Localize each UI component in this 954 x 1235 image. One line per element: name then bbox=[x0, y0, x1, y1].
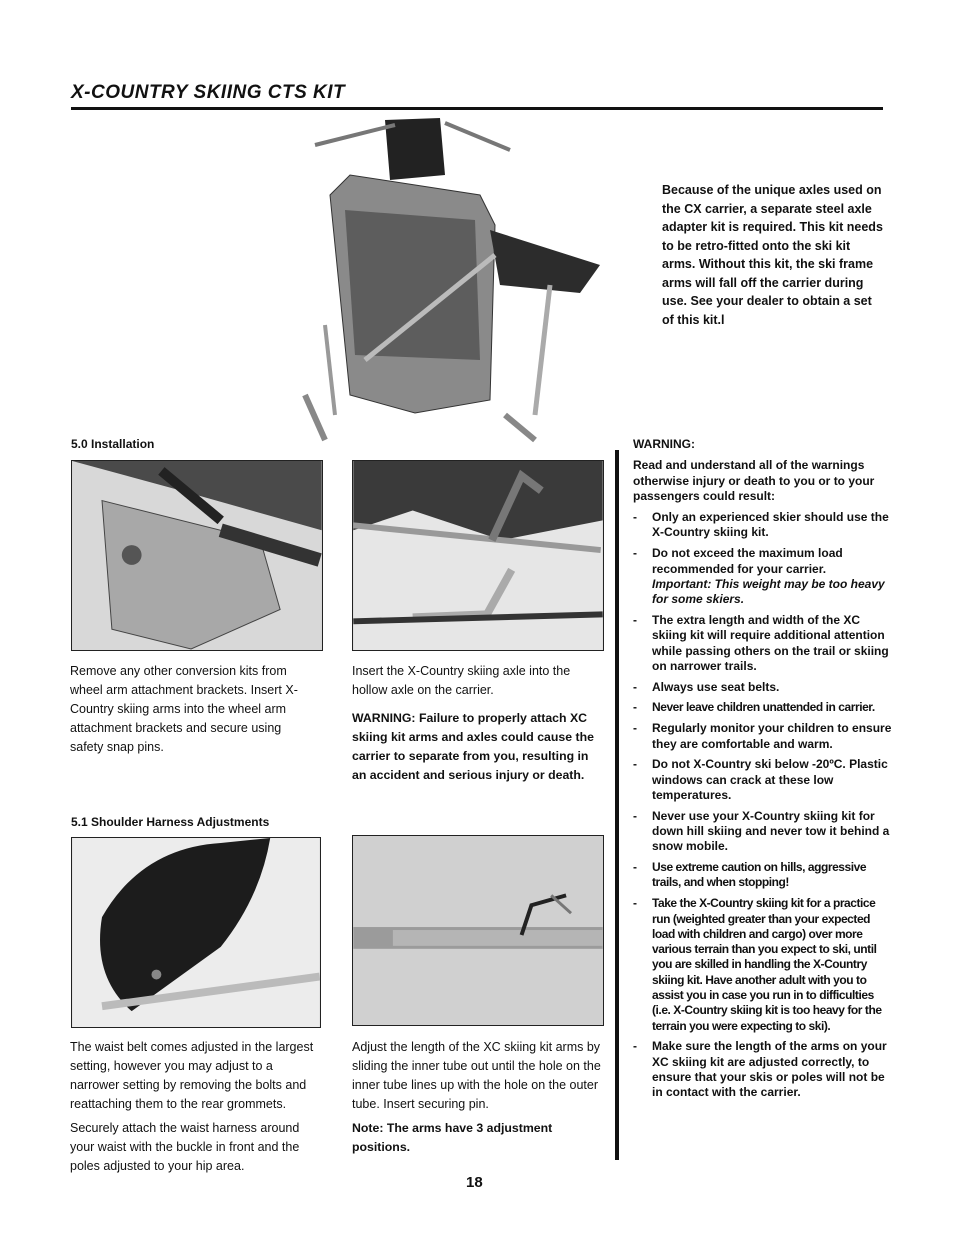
arm-tube-illustration bbox=[353, 836, 603, 1025]
install-step2-text: Insert the X-Country skiing axle into the hollow axle on the carrier. bbox=[352, 664, 571, 697]
warning-item: - Never use your X-Country skiing kit for down hill skiing and never tow it behind a snow mobile. bbox=[633, 808, 890, 854]
waist-belt-illustration bbox=[72, 838, 320, 1027]
warning-item: - The extra length and width of the XC skiing kit will require additional attention while passing others on the trail or skiing on narrower trails. bbox=[633, 612, 889, 673]
arm-tube-photo bbox=[352, 835, 604, 1026]
harness-heading: 5.1 Shoulder Harness Adjustments bbox=[71, 815, 270, 829]
warning-item: - Always use seat belts. bbox=[633, 679, 780, 694]
warning-item: - Use extreme caution on hills, aggressive trails, and when stopping! bbox=[633, 860, 867, 890]
arm-adjust-text: Adjust the length of the XC skiing kit arms by sliding the inner tube out until the hole on the inner tube lines up with the hole on the outer tube. Insert securing pin. bbox=[352, 1040, 601, 1111]
warning-column bbox=[633, 437, 895, 1106]
install-warning: WARNING: Failure to properly attach XC skiing kit arms and axles could cause the carrier to separate from you, resulting in an accident and serious injury or death. bbox=[352, 711, 594, 782]
carrier-ski-kit-photo bbox=[255, 115, 625, 445]
page-number: 18 bbox=[466, 1174, 483, 1191]
bracket-illustration bbox=[72, 461, 322, 650]
waist-belt-text: The waist belt comes adjusted in the largest setting, however you may adjust to a narrower setting by removing the bolts and reattaching them to the rear grommets. bbox=[70, 1040, 314, 1111]
warning-item: - Only an experienced skier should use the X-Country skiing kit. bbox=[633, 510, 889, 540]
waist-belt-photo bbox=[71, 837, 321, 1028]
warning-item-note: Important: This weight may be too heavy for some skiers. bbox=[652, 576, 885, 607]
arm-positions-note: Note: The arms have 3 adjustment positions. bbox=[352, 1121, 553, 1154]
warning-item: - Take the X-Country skiing kit for a practice run (weighted greater than your expected load with children and cargo) over more various terrain than you expect to ski, until you are skilled in handling the X-Country skiing kit. Have another adult with you to assist you in case you run in to difficulties (i.e. X-Country skiing kit is too heavy for the terrain you were expecting to ski). bbox=[633, 896, 882, 1033]
warning-item: - Never leave children unattended in carrier. bbox=[633, 700, 875, 715]
install-step1-text: Remove any other conversion kits from wheel arm attachment brackets. Insert X-Country skiing arms into the wheel arm attachment brackets and secure using safety snap pins. bbox=[70, 664, 298, 754]
warning-intro: Read and understand all of the warnings otherwise injury or death to you or to your passengers could result: bbox=[633, 458, 875, 503]
waist-attach-text: Securely attach the waist harness around your waist with the buckle in front and the poles adjusted to your hip area. bbox=[70, 1121, 300, 1173]
title-rule bbox=[71, 107, 883, 110]
warning-item: - Do not X-Country ski below -20ºC. Plastic windows can crack at these low temperatures. bbox=[633, 757, 888, 802]
page-title: X-COUNTRY SKIING CTS KIT bbox=[71, 82, 346, 103]
installation-heading: 5.0 Installation bbox=[71, 437, 155, 451]
carrier-ski-kit-illustration bbox=[255, 115, 625, 445]
warning-list bbox=[633, 510, 895, 1100]
axle-photo bbox=[352, 460, 604, 651]
column-divider bbox=[615, 450, 619, 1160]
bracket-photo bbox=[71, 460, 323, 651]
warning-item: - Do not exceed the maximum load recommended for your carrier. Important: This weight may be too heavy for some skiers. bbox=[633, 546, 885, 607]
warning-item: - Regularly monitor your children to ensure they are comfortable and warm. bbox=[633, 721, 892, 751]
warning-item: - Make sure the length of the arms on your XC skiing kit are adjusted correctly, to ensure that your skis or poles will not be in contact with the carrier. bbox=[633, 1039, 887, 1100]
warning-heading: WARNING: bbox=[633, 437, 695, 451]
axle-illustration bbox=[353, 461, 603, 650]
axle-adapter-note: Because of the unique axles used on the CX carrier, a separate steel axle adapter kit is required. This kit needs to be retro-fitted onto the ski kit arms. Without this kit, the ski frame arms will fall off the carrier during use. See your dealer to obtain a set of this kit.l bbox=[662, 183, 883, 327]
